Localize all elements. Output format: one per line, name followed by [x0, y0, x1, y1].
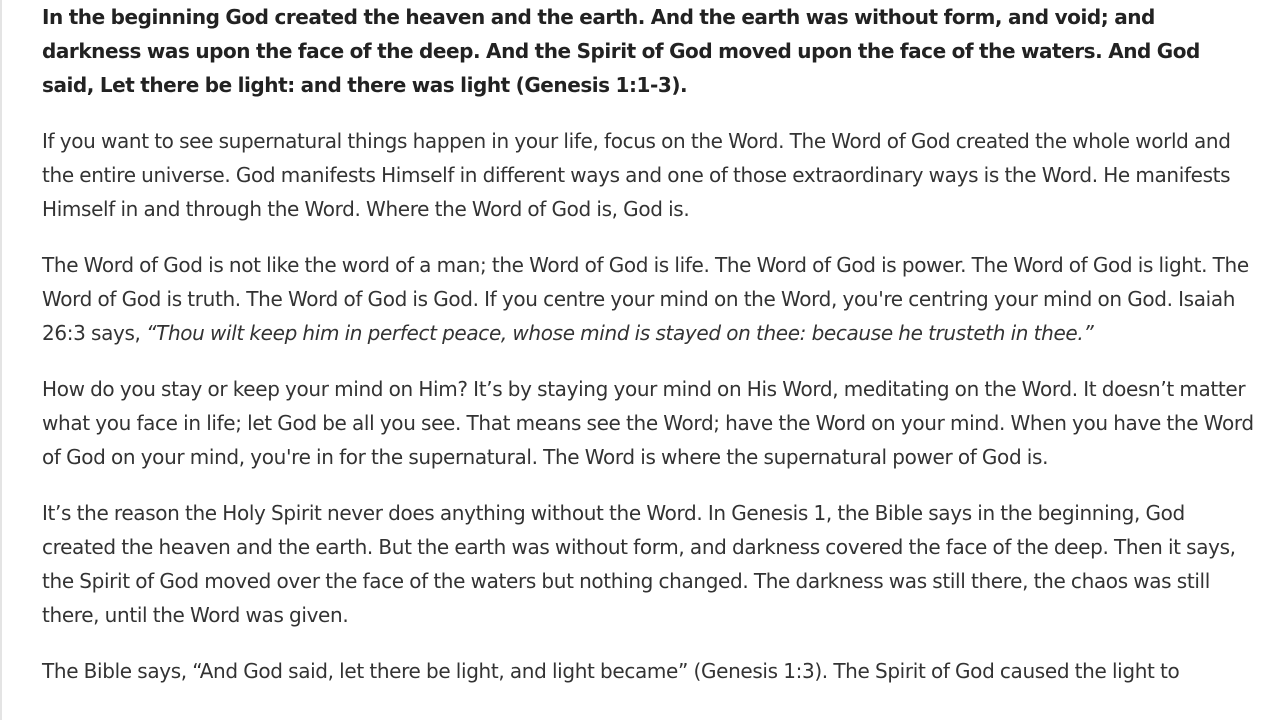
article-body: [42, 0, 1254, 710]
isaiah-quote: “Thou wilt keep him in perfect peace, whose mind is stayed on thee: because he trusteth in thee.”: [146, 321, 1094, 345]
paragraph-2: [42, 248, 1254, 350]
paragraph-3: How do you stay or keep your mind on Him? It’s by staying your mind on His Word, meditating on the Word. It doesn’t matter what you face in life; let God be all you see. That means see the Word; have the Word on your mind. When you have the Word of God on your mind, you're in for the supernatural. The Word is where the supernatural power of God is.: [42, 377, 1254, 469]
paragraph-4: It’s the reason the Holy Spirit never does anything without the Word. In Genesis 1, the Bible says in the beginning, God created the heaven and the earth. But the earth was without form, and darkness covered the face of the deep. Then it says, the Spirit of God moved over the face of the waters but nothing changed. The darkness was still there, the chaos was still there, until the Word was given.: [42, 501, 1236, 627]
paragraph-5: The Bible says, “And God said, let there be light, and light became” (Genesis 1:3). The Spirit of God caused the light to: [42, 659, 1180, 683]
paragraph-2-text: The Word of God is not like the word of a man; the Word of God is life. The Word of God is power. The Word of God is light. The Word of God is truth. The Word of God is God. If you centre your mind on the Word, you're centring your mind on God. Isaiah 26:3 says,: [42, 253, 1249, 345]
paragraph-1: If you want to see supernatural things happen in your life, focus on the Word. The Word of God created the whole world and the entire universe. God manifests Himself in different ways and one of those extraordinary ways is the Word. He manifests Himself in and through the Word. Where the Word of God is, God is.: [42, 129, 1231, 221]
scripture-lead-paragraph: In the beginning God created the heaven and the earth. And the earth was without form, and void; and darkness was upon the face of the deep. And the Spirit of God moved upon the face of the waters. And God said, Let there be light: and there was light (Genesis 1:1-3).: [42, 5, 1200, 97]
